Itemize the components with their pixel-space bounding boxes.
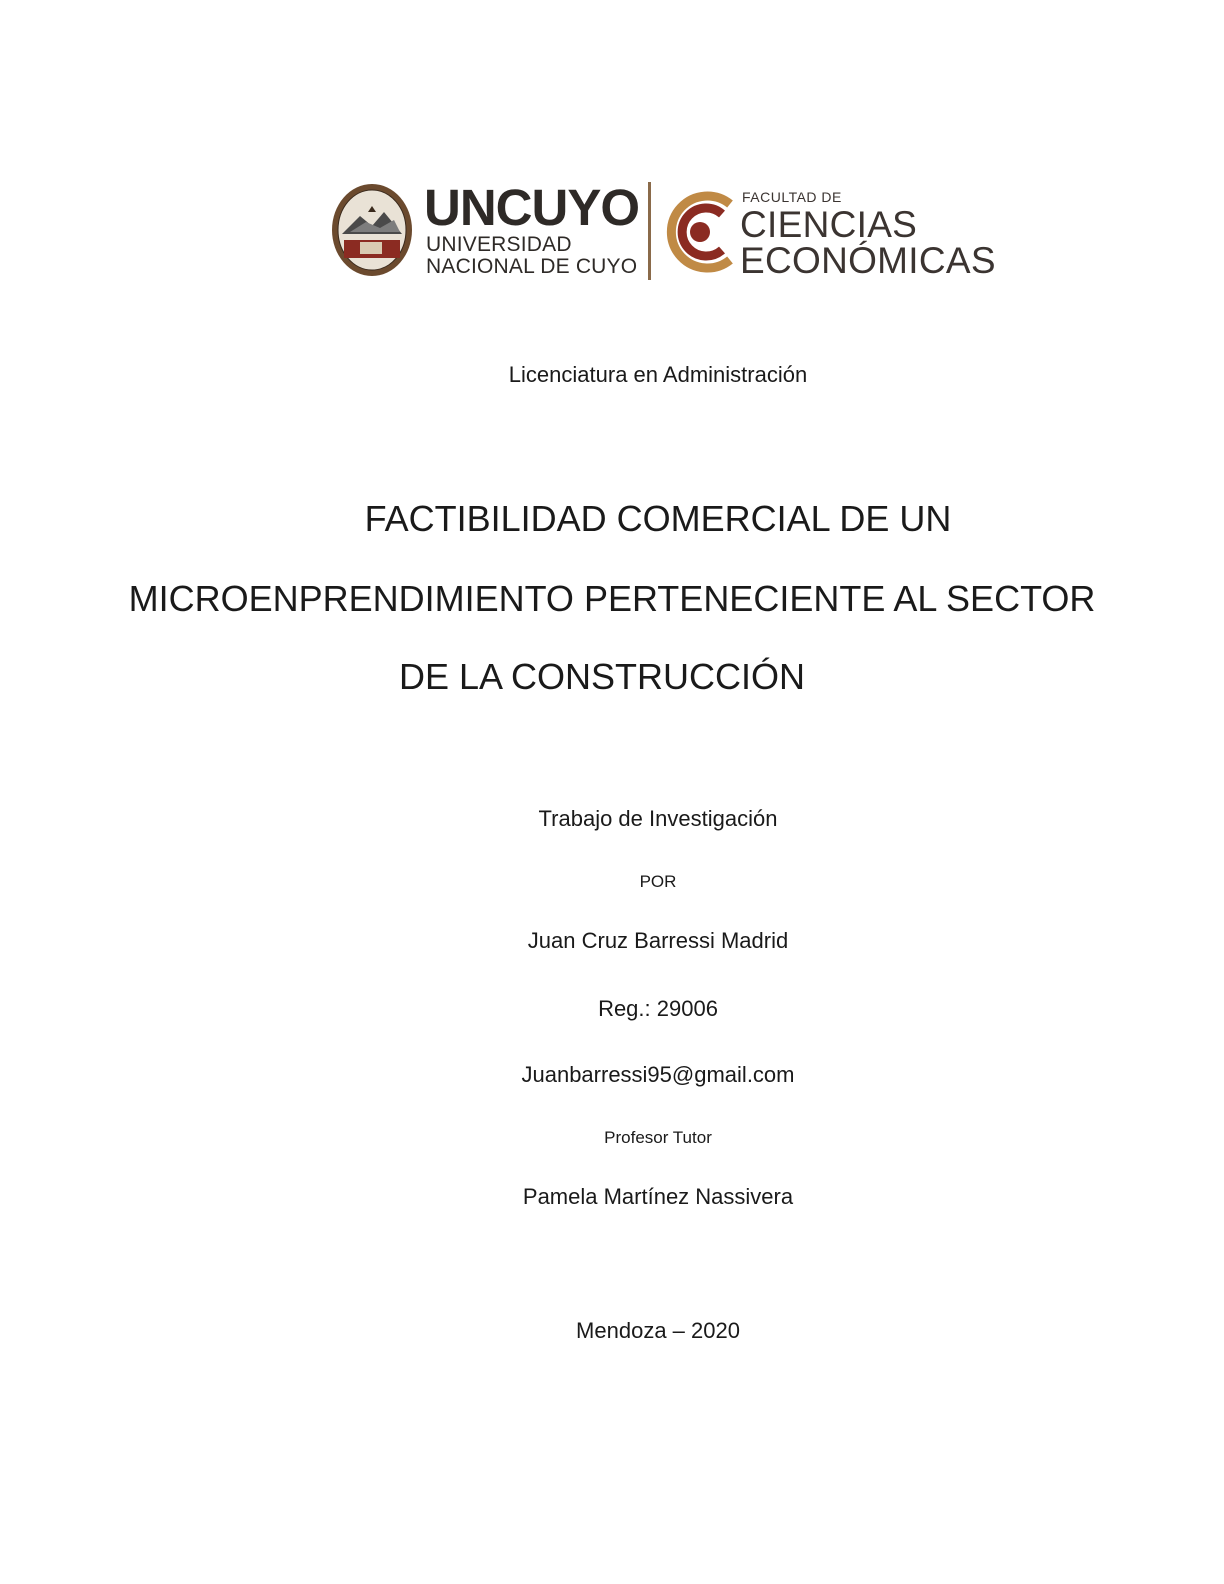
registration-number: Reg.: 29006	[598, 996, 718, 1021]
tutor-name: Pamela Martínez Nassivera	[522, 1184, 794, 1209]
faculty-name-line2: ECONÓMICAS	[740, 240, 996, 281]
university-seal-icon	[330, 182, 414, 278]
place-and-date: Mendoza – 2020	[576, 1318, 740, 1343]
author-email: Juanbarressi95@gmail.com	[521, 1062, 795, 1087]
work-type: Trabajo de Investigación	[538, 806, 778, 831]
faculty-name-line1: CIENCIAS	[740, 204, 918, 245]
institution-logos	[330, 178, 996, 288]
thesis-title-line3: DE LA CONSTRUCCIÓN	[398, 656, 806, 697]
uncuyo-logo-text: UNCUYO	[424, 179, 640, 236]
uncuyo-subtitle-line1: UNIVERSIDAD	[426, 233, 572, 256]
faculty-label-small: FACULTAD DE	[742, 189, 842, 205]
by-label: POR	[639, 872, 677, 891]
logo-divider	[648, 182, 651, 280]
faculty-emblem-icon	[660, 184, 740, 280]
thesis-title-line1: FACTIBILIDAD COMERCIAL DE UN	[364, 498, 952, 539]
uncuyo-subtitle-line2: NACIONAL DE CUYO	[426, 255, 638, 278]
tutor-label: Profesor Tutor	[604, 1128, 712, 1147]
thesis-title-line2: MICROENPRENDIMIENTO PERTENECIENTE AL SECTOR	[128, 578, 1096, 619]
author-name: Juan Cruz Barressi Madrid	[527, 928, 789, 953]
degree-program: Licenciatura en Administración	[508, 362, 808, 387]
